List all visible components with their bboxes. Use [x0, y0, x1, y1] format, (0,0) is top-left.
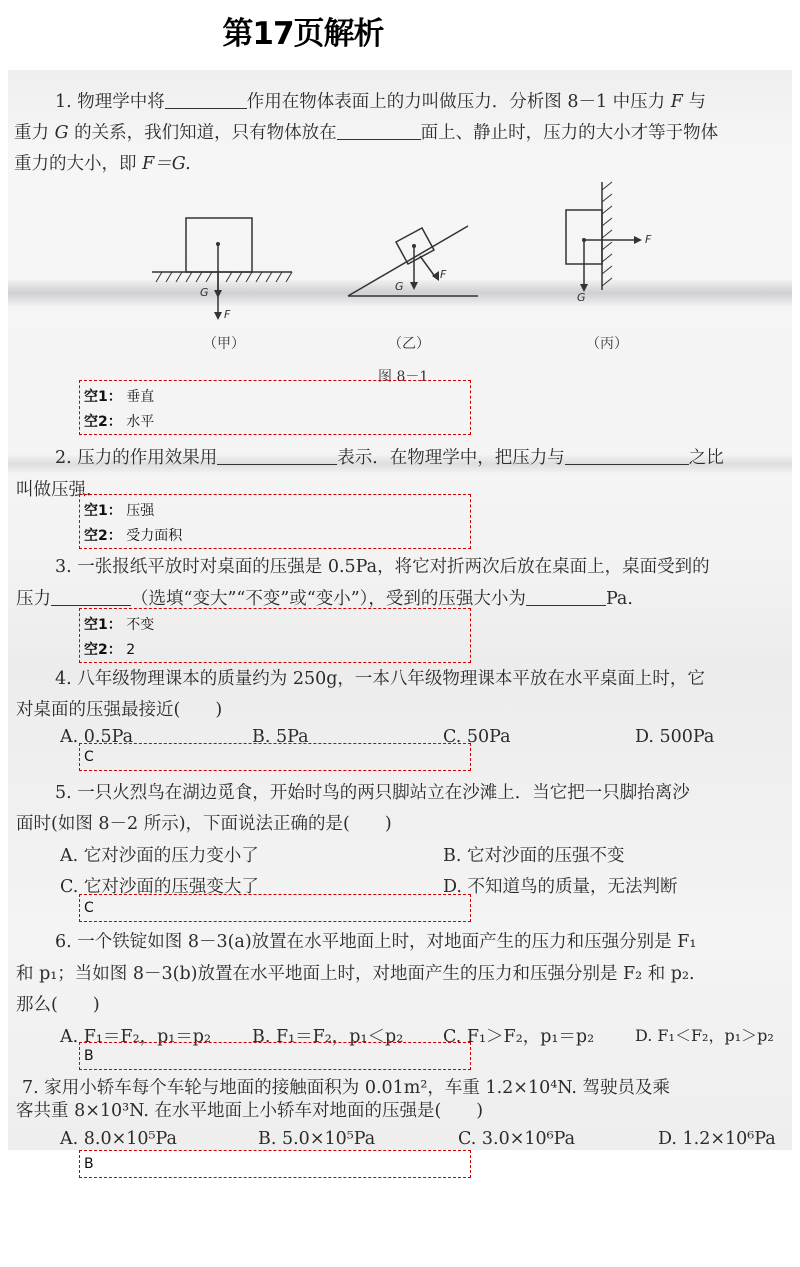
answer-row: 空1： 压强	[84, 503, 155, 519]
q5-line2: 面时(如图 8－2 所示)，下面说法正确的是( )	[16, 814, 392, 834]
q6-line3: 那么( )	[16, 995, 100, 1015]
q6-option-d: D. F₁＜F₂，p₁＞p₂	[635, 1026, 774, 1045]
q7-line1: 7. 家用小轿车每个车轮与地面的接触面积为 0.01m²，车重 1.2×10⁴N. 驾驶员及乘	[22, 1078, 671, 1098]
q3-line2: 压力 （选填“变大”“不变”或“变小”），受到的压强大小为 Pa.	[16, 589, 633, 609]
q4-answer-box	[79, 743, 471, 771]
q5-option-d: D. 不知道鸟的质量，无法判断	[443, 877, 678, 897]
q1-answer-box	[79, 380, 471, 435]
q5-answer-box	[79, 894, 471, 922]
q6-line2: 和 p₁；当如图 8－3(b)放置在水平地面上时，对地面产生的压力和压强分别是 F₂ 和 p₂.	[16, 964, 695, 984]
q7-option-a: A. 8.0×10⁵Pa	[60, 1129, 177, 1149]
answer-value: B	[84, 1048, 94, 1064]
figure-caption: 图 8－1	[378, 369, 429, 385]
q4-option-c: C. 50Pa	[443, 727, 511, 747]
q2-line1: 2. 压力的作用效果用 表示．在物理学中，把压力与 之比	[55, 448, 724, 468]
q7-option-c: C. 3.0×10⁶Pa	[458, 1129, 576, 1149]
q7-option-b: B. 5.0×10⁵Pa	[258, 1129, 376, 1149]
q2-line2: 叫做压强．	[16, 480, 104, 500]
answer-value: C	[84, 900, 94, 916]
figure-sub-c: （丙）	[586, 336, 628, 352]
q7-answer-box	[79, 1150, 471, 1178]
answer-row: 空1： 不变	[84, 617, 155, 633]
q1-line2: 重力 G 的关系，我们知道，只有物体放在 面上、静止时，压力的大小才等于物体	[14, 123, 719, 143]
q6-answer-box	[79, 1042, 471, 1070]
answer-value: C	[84, 749, 94, 765]
q6-option-b: B. F₁＝F₂，p₁＜p₂	[252, 1027, 404, 1047]
q4-line2: 对桌面的压强最接近( )	[16, 700, 223, 720]
label-G-b: G	[395, 280, 404, 293]
figure-sub-a: （甲）	[203, 336, 245, 352]
page-title: 第17页解析	[222, 16, 384, 52]
q7-line2: 客共重 8×10³N. 在水平地面上小轿车对地面的压强是( )	[16, 1101, 484, 1121]
q1-line3: 重力的大小，即 F＝G.	[14, 154, 191, 174]
q4-line1: 4. 八年级物理课本的质量约为 250g，一本八年级物理课本平放在水平桌面上时，它	[55, 669, 705, 689]
q3-answer-box	[79, 608, 471, 663]
q4-option-a: A. 0.5Pa	[60, 727, 134, 747]
answer-row: 空2： 水平	[84, 414, 155, 430]
label-G-c: G	[577, 291, 586, 304]
q1-line1: 1. 物理学中将 作用在物体表面上的力叫做压力．分析图 8－1 中压力 F 与	[55, 92, 706, 112]
q5-option-b: B. 它对沙面的压强不变	[443, 846, 625, 866]
answer-row: 空2： 受力面积	[84, 528, 183, 544]
label-G-a: G	[200, 286, 209, 299]
q5-line1: 5. 一只火烈鸟在湖边觅食，开始时鸟的两只脚站立在沙滩上．当它把一只脚抬离沙	[55, 783, 690, 803]
q2-answer-box	[79, 494, 471, 549]
q6-option-c: C. F₁＞F₂，p₁＝p₂	[443, 1027, 595, 1047]
q7-option-d: D. 1.2×10⁶Pa	[658, 1129, 776, 1149]
answer-row: 空2： 2	[84, 642, 136, 658]
arrow-F-b	[420, 256, 436, 278]
answer-row: 空1： 垂直	[84, 389, 155, 405]
answer-value: B	[84, 1156, 94, 1172]
q5-option-c: C. 它对沙面的压强变大了	[60, 877, 259, 897]
q3-line1: 3. 一张报纸平放时对桌面的压强是 0.5Pa，将它对折两次后放在桌面上，桌面受到的	[55, 557, 710, 577]
q6-line1: 6. 一个铁锭如图 8－3(a)放置在水平地面上时，对地面产生的压力和压强分别是 F₁	[55, 932, 697, 952]
q6-option-a: A. F₁＝F₂，p₁＝p₂	[60, 1027, 212, 1047]
figure-sub-b: （乙）	[388, 336, 430, 352]
q5-option-a: A. 它对沙面的压力变小了	[60, 846, 259, 866]
q4-option-b: B. 5Pa	[252, 727, 309, 747]
incline	[348, 226, 468, 296]
label-F-c: F	[645, 233, 652, 246]
label-F-b: F	[440, 268, 447, 281]
label-F-a: F	[224, 308, 231, 321]
q4-option-d: D. 500Pa	[635, 727, 715, 747]
